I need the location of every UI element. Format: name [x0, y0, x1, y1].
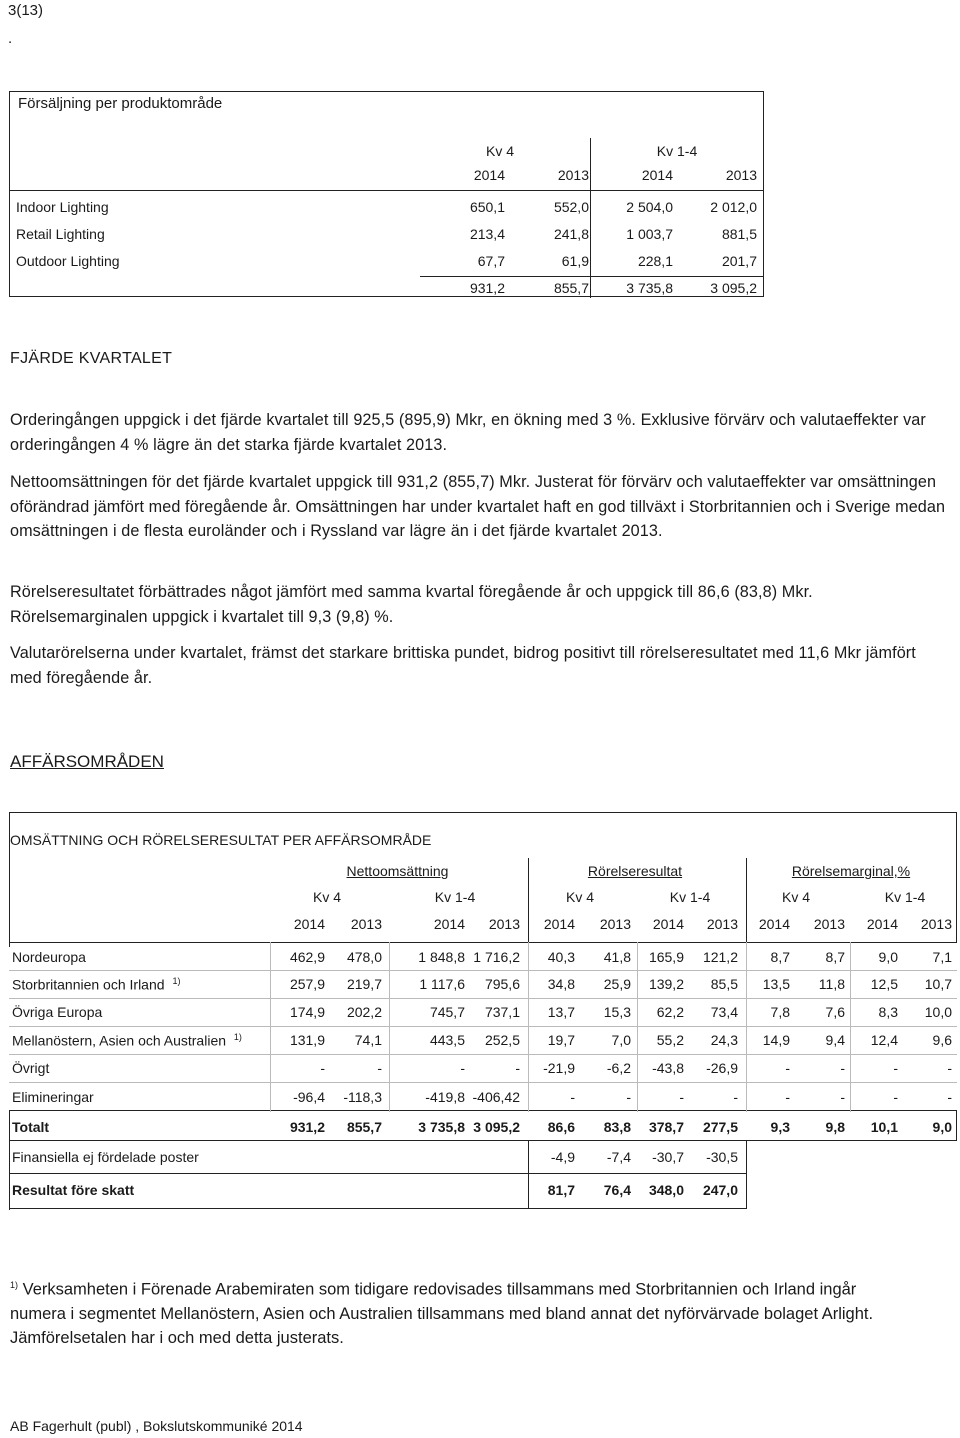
- segments-row-label-text: Mellanöstern, Asien och Australien: [12, 1032, 227, 1049]
- segments-cell: 15,3: [603, 1004, 631, 1020]
- segments-heading: AFFÄRSOMRÅDEN: [10, 752, 164, 771]
- segments-row-rule: [9, 998, 957, 999]
- segments-group-header: Rörelseresultat: [587, 863, 683, 879]
- segments-frame-line: [746, 1141, 747, 1209]
- segments-cell: -: [570, 1089, 575, 1105]
- sales-group-header: Kv 4: [485, 143, 514, 159]
- segments-fin-cell: -7,4: [606, 1149, 631, 1165]
- segments-cell: -: [679, 1089, 684, 1105]
- segments-row-label-text: Storbritannien och Irland: [12, 976, 165, 993]
- segments-cell: 85,5: [710, 976, 738, 992]
- q4-heading: FJÄRDE KVARTALET: [10, 350, 173, 367]
- segments-cell: 745,7: [429, 1004, 465, 1020]
- segments-cell: 443,5: [429, 1032, 465, 1048]
- sales-cell: 1 003,7: [626, 226, 673, 242]
- segments-row-rule: [9, 1082, 957, 1083]
- segments-year-header: 2014: [543, 916, 575, 932]
- segments-total-cell: 931,2: [289, 1119, 325, 1135]
- segments-table-title: OMSÄTTNING OCH RÖRELSERESULTAT PER AFFÄRSOMRÅDE: [10, 832, 432, 848]
- segments-total-cell: 855,7: [346, 1119, 382, 1135]
- segments-group-header: Rörelsemarginal,%: [791, 863, 911, 879]
- sales-total-rule: [420, 276, 764, 277]
- segments-cell: -419,8: [425, 1089, 465, 1105]
- segments-total-label: Totalt: [12, 1119, 50, 1135]
- sales-table-rule: [10, 190, 764, 191]
- segments-year-header: 2013: [350, 916, 382, 932]
- segments-total-cell: 3 735,8: [418, 1119, 465, 1135]
- segments-cell: 9,0: [878, 949, 898, 965]
- segments-cell: 478,0: [346, 949, 382, 965]
- segments-cell: 10,7: [924, 976, 952, 992]
- segments-cell: 19,7: [547, 1032, 575, 1048]
- segments-grid-line: [270, 942, 271, 1112]
- segments-cell: -6,2: [606, 1060, 631, 1076]
- segments-total-rule: [9, 1140, 957, 1141]
- page-dot: .: [8, 30, 13, 47]
- segments-cell: -96,4: [293, 1089, 325, 1105]
- q4-paragraph-3: Rörelseresultatet förbättrades något jämfört med samma kvartal föregående år och uppgick till 86,6 (83,8) Mkr. Rörelsemarginalen uppgick i kvartalet till 9,3 (9,8) %.: [10, 583, 813, 626]
- segments-row-label-text: Övriga Europa: [12, 1004, 103, 1020]
- segments-row-label: [12, 1004, 102, 1020]
- segments-year-header: 2013: [599, 916, 631, 932]
- segments-cell: 24,3: [710, 1032, 738, 1048]
- segments-pre-tax-cell: 76,4: [603, 1182, 631, 1198]
- sales-row-label: Outdoor Lighting: [16, 253, 120, 269]
- segments-frame-line: [9, 812, 957, 813]
- segments-cell: 13,5: [762, 976, 790, 992]
- segments-cell: -: [320, 1060, 325, 1076]
- segments-cell: 174,9: [289, 1004, 325, 1020]
- q4-paragraph-4: Valutarörelserna under kvartalet, främst det starkare brittiska pundet, bidrog positivt till rörelseresultatet med 11,6 Mkr jämfört med föregående år.: [10, 644, 916, 687]
- segments-cell: -: [947, 1089, 952, 1105]
- sales-cell: 650,1: [469, 199, 505, 215]
- page-number: 3(13): [8, 2, 44, 19]
- sales-cell: 241,8: [553, 226, 589, 242]
- segments-period-header: Kv 1-4: [434, 889, 476, 905]
- segments-fin-cell: -30,5: [706, 1149, 738, 1165]
- segments-cell: -: [893, 1089, 898, 1105]
- page-footer: AB Fagerhult (publ) , Bokslutskommuniké 2014: [10, 1418, 303, 1434]
- segments-row-label: [12, 949, 86, 965]
- q4-paragraph-2: Nettoomsättningen för det fjärde kvartalet uppgick till 931,2 (855,7) Mkr. Justerat för förvärv och valutaeffekter var omsättningen oförändrad jämfört med föregående år. Omsättningen har under kvartalet haft en god tillväxt i Storbritannien och i Sverige medan omsättningen i de flesta euroländer och i Ryssland var lägre än i det fjärde kvartalet 2013.: [10, 473, 946, 540]
- sales-total-cell: 3 095,2: [710, 280, 757, 296]
- segments-cell: -118,3: [343, 1089, 382, 1105]
- segments-cell: -: [626, 1089, 631, 1105]
- segments-frame-line: [9, 1110, 10, 1210]
- segments-cell: 12,4: [870, 1032, 898, 1048]
- segments-cell: 165,9: [648, 949, 684, 965]
- segments-cell: -: [893, 1060, 898, 1076]
- segments-cell: 55,2: [656, 1032, 684, 1048]
- segments-year-header: 2013: [706, 916, 738, 932]
- segments-cell: 139,2: [648, 976, 684, 992]
- segments-bottom-rule: [9, 1208, 747, 1209]
- segments-cell: 737,1: [484, 1004, 520, 1020]
- segments-cell: 62,2: [656, 1004, 684, 1020]
- sales-cell: 2 504,0: [626, 199, 673, 215]
- segments-row-label: [12, 1032, 242, 1049]
- segments-cell: -: [840, 1060, 845, 1076]
- segments-grid-line: [637, 942, 638, 1112]
- segments-total-cell: 3 095,2: [473, 1119, 520, 1135]
- segments-row-label-text: Övrigt: [12, 1060, 50, 1076]
- sales-cell: 67,7: [477, 253, 505, 269]
- segments-cell: 1 117,6: [419, 976, 465, 992]
- segments-cell: 11,8: [818, 976, 845, 992]
- segments-cell: -: [785, 1060, 790, 1076]
- sales-cell: 61,9: [561, 253, 589, 269]
- footnote: [10, 1273, 910, 1350]
- segments-cell: 462,9: [289, 949, 325, 965]
- segments-cell: 121,2: [702, 949, 738, 965]
- segments-cell: 7,8: [770, 1004, 790, 1020]
- segments-fin-cell: -30,7: [652, 1149, 684, 1165]
- segments-cell: 1 848,8: [418, 949, 465, 965]
- segments-period-header: Kv 4: [565, 889, 594, 905]
- segments-row-rule: [9, 970, 957, 971]
- segments-pre-tax-cell: 81,7: [547, 1182, 575, 1198]
- segments-fin-rule: [9, 1173, 747, 1174]
- segments-cell: 202,2: [346, 1004, 382, 1020]
- segments-year-header: 2014: [866, 916, 898, 932]
- sales-cell: 552,0: [553, 199, 589, 215]
- segments-pre-tax-label: Resultat före skatt: [12, 1182, 135, 1198]
- segments-year-header: 2014: [433, 916, 465, 932]
- segments-year-header: 2014: [652, 916, 684, 932]
- sales-total-cell: 855,7: [553, 280, 589, 296]
- segments-period-header: Kv 1-4: [669, 889, 711, 905]
- segments-fin-cell: -4,9: [550, 1149, 575, 1165]
- segments-cell: 257,9: [289, 976, 325, 992]
- segments-cell: -43,8: [652, 1060, 684, 1076]
- segments-cell: 12,5: [870, 976, 898, 992]
- segments-period-header: Kv 4: [312, 889, 341, 905]
- segments-cell: -406,42: [472, 1089, 520, 1105]
- segments-cell: 14,9: [762, 1032, 790, 1048]
- segments-pre-tax-cell: 348,0: [648, 1182, 684, 1198]
- segments-cell: -: [460, 1060, 465, 1076]
- sales-cell: 2 012,0: [710, 199, 757, 215]
- segments-cell: 7,1: [932, 949, 952, 965]
- segments-cell: 34,8: [547, 976, 575, 992]
- segments-cell: -: [785, 1089, 790, 1105]
- segments-cell: -: [377, 1060, 382, 1076]
- sales-year-header: 2013: [725, 167, 757, 183]
- segments-grid-line: [850, 942, 851, 1112]
- segments-grid-line: [528, 942, 529, 1112]
- segments-frame-line: [956, 812, 957, 942]
- segments-total-cell: 10,1: [870, 1119, 898, 1135]
- segments-fin-label: Finansiella ej fördelade poster: [12, 1149, 199, 1165]
- sales-total-cell: 931,2: [469, 280, 505, 296]
- segments-cell: 8,7: [770, 949, 790, 965]
- segments-row-label: [12, 1060, 49, 1076]
- segments-row-label-text: Elimineringar: [12, 1089, 94, 1105]
- segments-year-header: 2013: [920, 916, 952, 932]
- segments-period-header: Kv 4: [781, 889, 810, 905]
- segments-row-rule: [9, 1026, 957, 1027]
- segments-cell: 40,3: [547, 949, 575, 965]
- sales-year-header: 2014: [641, 167, 673, 183]
- segments-cell: 1 716,2: [473, 949, 520, 965]
- sales-table-title: Försäljning per produktområde: [18, 95, 223, 112]
- segments-frame-line: [9, 812, 10, 947]
- segments-cell: 9,6: [932, 1032, 952, 1048]
- segments-frame-line: [956, 1110, 957, 1141]
- segments-total-cell: 9,0: [932, 1119, 952, 1135]
- segments-year-header: 2014: [293, 916, 325, 932]
- segments-row-label: [12, 976, 180, 993]
- segments-cell: 131,9: [289, 1032, 325, 1048]
- segments-pre-tax-cell: 247,0: [702, 1182, 738, 1198]
- segments-row-label: [12, 1089, 94, 1105]
- segments-total-cell: 277,5: [702, 1119, 738, 1135]
- sales-row-label: Retail Lighting: [16, 226, 105, 242]
- segments-row-label-text: Nordeuropa: [12, 949, 86, 965]
- segments-cell: 8,3: [878, 1004, 898, 1020]
- segments-cell: 8,7: [825, 949, 845, 965]
- segments-cell: -: [515, 1060, 520, 1076]
- segments-cell: -21,9: [543, 1060, 575, 1076]
- sales-cell: 201,7: [721, 253, 757, 269]
- footnote-reference: 1): [233, 1032, 242, 1042]
- footnote-reference: 1): [172, 976, 181, 986]
- segments-year-header: 2013: [488, 916, 520, 932]
- sales-row-label: Indoor Lighting: [16, 199, 109, 215]
- segments-cell: 795,6: [484, 976, 520, 992]
- segments-cell: 7,6: [825, 1004, 845, 1020]
- sales-cell: 213,4: [469, 226, 505, 242]
- sales-year-header: 2013: [557, 167, 589, 183]
- sales-cell: 228,1: [637, 253, 673, 269]
- segments-cell: 41,8: [603, 949, 631, 965]
- footnote-mark: 1): [10, 1280, 19, 1290]
- sales-table-divider: [590, 138, 591, 298]
- segments-column-divider: [528, 1141, 529, 1209]
- sales-cell: 881,5: [721, 226, 757, 242]
- segments-cell: 10,0: [924, 1004, 952, 1020]
- segments-grid-line: [389, 942, 390, 1112]
- segments-cell: 13,7: [547, 1004, 575, 1020]
- sales-group-header: Kv 1-4: [656, 143, 698, 159]
- segments-total-cell: 86,6: [547, 1119, 575, 1135]
- segments-grid-line: [746, 942, 747, 1112]
- segments-cell: 25,9: [603, 976, 631, 992]
- segments-cell: 7,0: [611, 1032, 631, 1048]
- segments-cell: 73,4: [710, 1004, 738, 1020]
- segments-year-header: 2013: [813, 916, 845, 932]
- segments-period-header: Kv 1-4: [884, 889, 926, 905]
- footnote-text: Verksamheten i Förenade Arabemiraten som tidigare redovisades tillsammans med Storbritannien och Irland ingår numera i segmentet Mellanöstern, Asien och Australien tillsammans med bland annat det nyförvärvade bolaget Arlight. Jämförelsetalen har i och med detta justerats.: [10, 1280, 874, 1347]
- segments-cell: -: [947, 1060, 952, 1076]
- segments-row-rule: [9, 1054, 957, 1055]
- segments-total-cell: 378,7: [648, 1119, 684, 1135]
- segments-header-rule: [9, 942, 957, 943]
- sales-total-cell: 3 735,8: [626, 280, 673, 296]
- segments-year-header: 2014: [758, 916, 790, 932]
- sales-year-header: 2014: [473, 167, 505, 183]
- segments-cell: 74,1: [354, 1032, 382, 1048]
- segments-cell: 9,4: [825, 1032, 845, 1048]
- segments-cell: -: [840, 1089, 845, 1105]
- segments-total-cell: 9,8: [825, 1119, 845, 1135]
- segments-cell: -: [733, 1089, 738, 1105]
- segments-group-header: Nettoomsättning: [346, 863, 449, 879]
- segments-total-cell: 9,3: [770, 1119, 790, 1135]
- segments-total-cell: 83,8: [603, 1119, 631, 1135]
- q4-paragraph-1: Orderingången uppgick i det fjärde kvartalet till 925,5 (895,9) Mkr, en ökning med 3 %. Exklusive förvärv och valutaeffekter var orderingången 4 % lägre än det starka fjärde kvartalet 2013.: [10, 411, 926, 454]
- segments-cell: 219,7: [346, 976, 382, 992]
- segments-cell: 252,5: [484, 1032, 520, 1048]
- segments-cell: -26,9: [706, 1060, 738, 1076]
- segments-row-rule: [9, 1110, 957, 1111]
